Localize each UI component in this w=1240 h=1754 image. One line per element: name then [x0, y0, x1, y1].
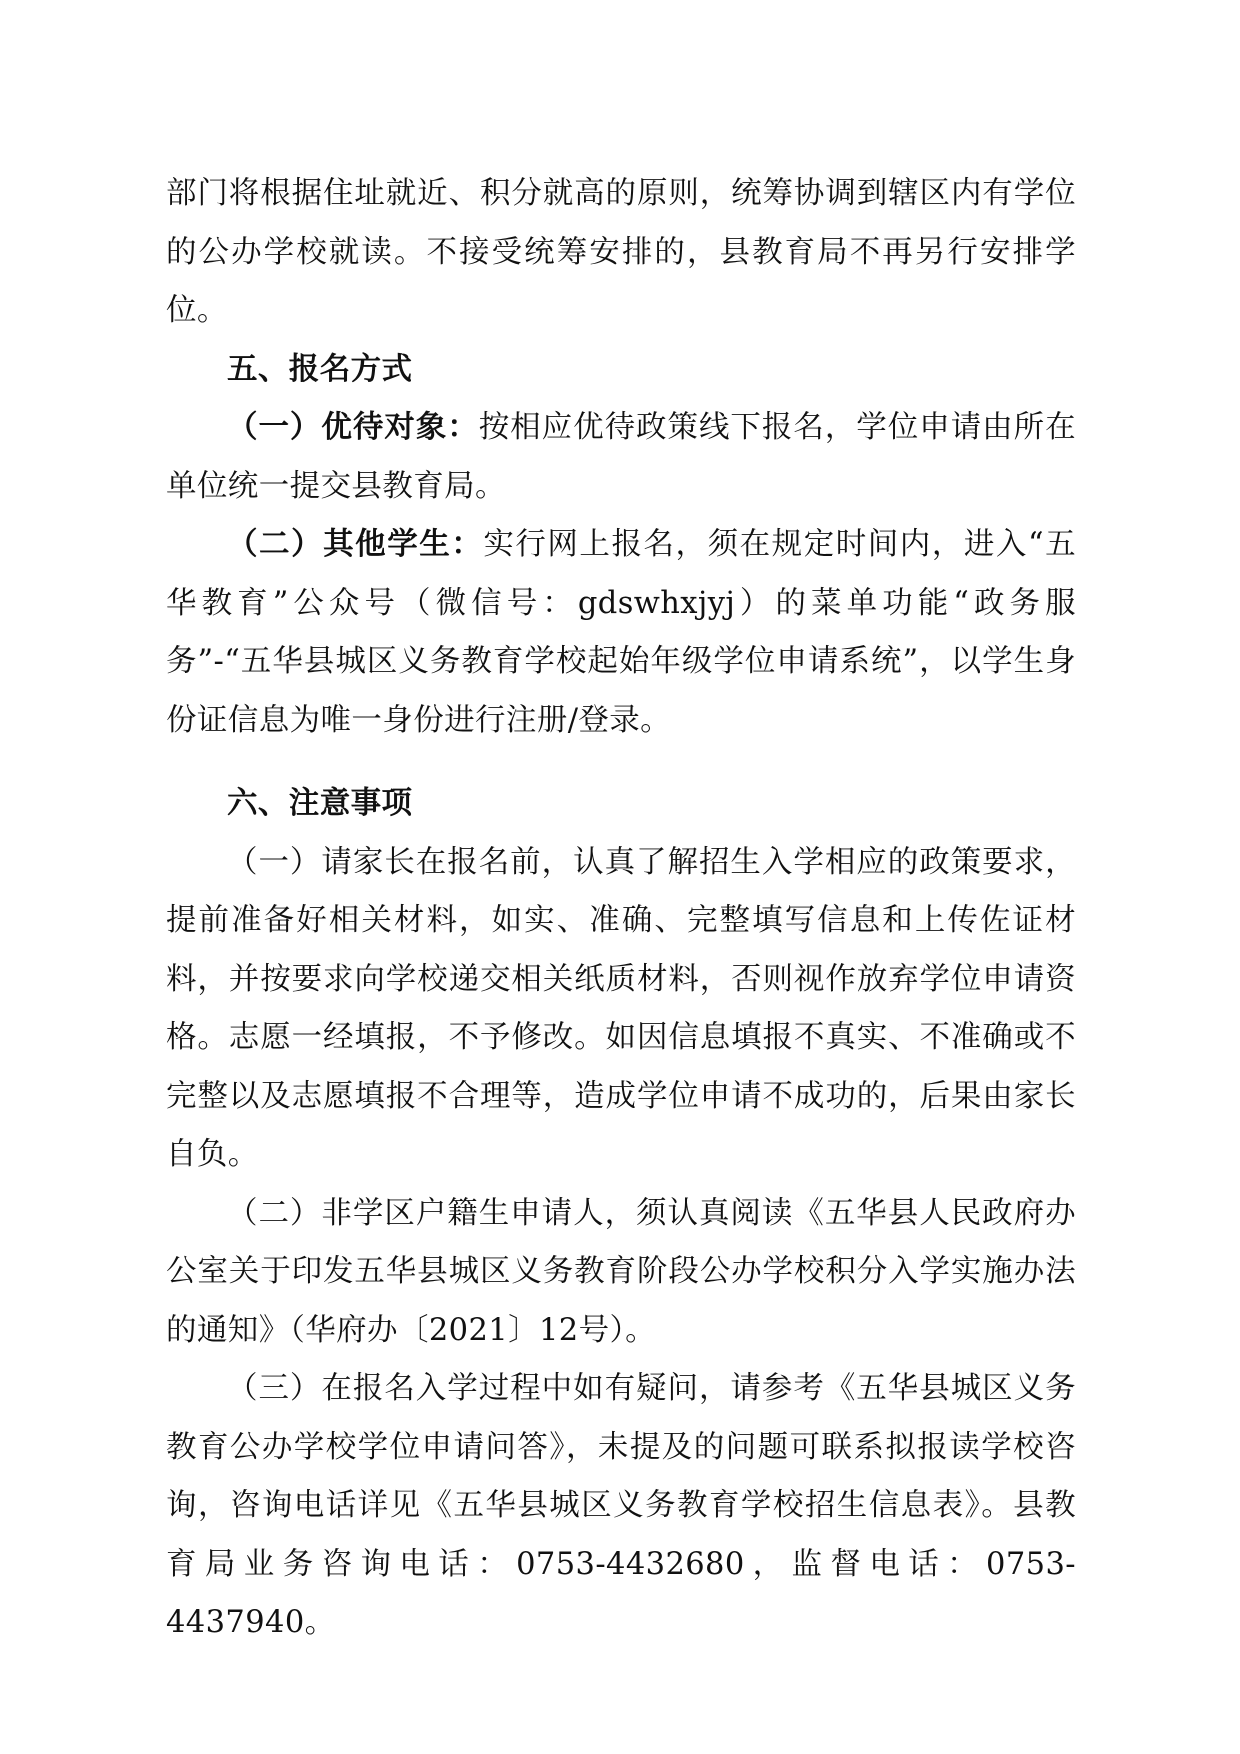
- registration-item-other-students: [166, 516, 1076, 750]
- notes-item-2: （二）非学区户籍生申请人，须认真阅读《五华县人民政府办公室关于印发五华县城区义务教育阶段公办学校积分入学实施办法的通知》（华府办〔2021〕12号）。: [166, 1195, 1076, 1348]
- item-text: 实行网上报名，须在规定时间内，进入“五华教育”公众号（微信号：gdswhxjyj）的菜单功能“政务服务”-“五华县城区义务教育学校起始年级学位申请系统”，以学生身份证信息为唯一身份进行注册/登录。: [166, 527, 1076, 738]
- notes-item-1: （一）请家长在报名前，认真了解招生入学相应的政策要求，提前准备好相关材料，如实、准确、完整填写信息和上传佐证材料，并按要求向学校递交相关纸质材料，否则视作放弃学位申请资格。志愿一经填报，不予修改。如因信息填报不真实、不准确或不完整以及志愿填报不合理等，造成学位申请不成功的，后果由家长自负。: [166, 844, 1076, 1172]
- section-spacer: [166, 750, 1076, 775]
- item-lead-label: （二）其他学生：: [227, 527, 484, 562]
- item-text: 按相应优待政策线下报名，学位申请由所在单位统一提交县教育局。: [166, 410, 1076, 504]
- section-heading-notes: 六、注意事项: [227, 786, 413, 821]
- document-body: [166, 165, 1076, 1653]
- notes-item-3: （三）在报名入学过程中如有疑问，请参考《五华县城区义务教育公办学校学位申请问答》，未提及的问题可联系拟报读学校咨询，咨询电话详见《五华县城区义务教育学校招生信息表》。县教育局业务咨询电话：0753-4432680，监督电话：0753-4437940。: [166, 1371, 1076, 1640]
- registration-item-priority: [166, 399, 1076, 516]
- item-lead-label: （一）优待对象：: [227, 410, 479, 445]
- continuation-paragraph: 部门将根据住址就近、积分就高的原则，统筹协调到辖区内有学位的公办学校就读。不接受统筹安排的，县教育局不再另行安排学位。: [166, 176, 1076, 328]
- section-heading-registration: 五、报名方式: [227, 351, 413, 387]
